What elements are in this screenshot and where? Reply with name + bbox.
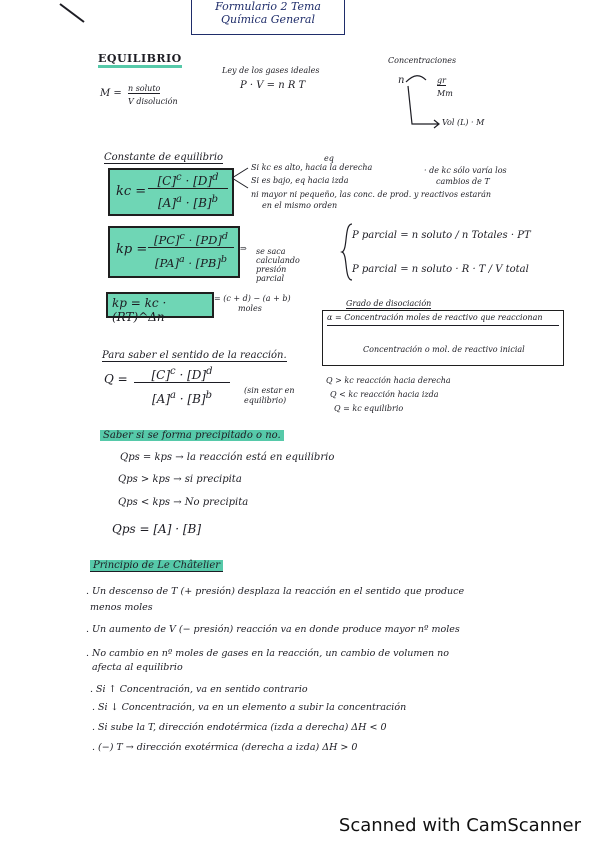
title-box [191, 0, 345, 35]
molarity-label: M = [100, 88, 122, 99]
delta-n-unit: moles [238, 304, 262, 313]
precipitado-line-2: Qps > kps → si precipita [118, 474, 242, 485]
kc-note-right-2: cambios de T [436, 177, 490, 186]
conc-gr: gr [437, 76, 446, 85]
cociente-label: Para saber el sentido de la reacción. [102, 350, 287, 361]
kc-note-right: · de kc sólo varía los [424, 166, 507, 175]
conc-n: n [398, 75, 405, 86]
kc-note-3: ni mayor ni pequeño, las conc. de prod. y reactivos estarán [251, 190, 492, 199]
chatelier-bullet-3b: afecta al equilibrio [92, 662, 183, 673]
chatelier-heading: Principio de Le Châtelier [90, 560, 223, 571]
chatelier-bullet-5: . Si ↓ Concentración, va en un elemento a subir la concentración [92, 702, 407, 713]
q-denominator: $[A]^a \cdot [B]^b$ [151, 390, 213, 406]
kp-arrow: ⇒ [240, 244, 247, 253]
q-numerator: $[C]^c \cdot [D]^d$ [134, 366, 230, 383]
chatelier-bullet-4: . Si ↑ Concentración, va en sentido contrario [90, 684, 308, 695]
alpha-numerator: α = Concentración moles de reactivo que reaccionan [327, 313, 559, 326]
precipitado-line-1: Qps = kps → la reacción está en equilibrio [120, 452, 335, 463]
kc-note-1: Si kc es alto, hacia la derecha [251, 163, 373, 172]
disociacion-box [322, 310, 564, 366]
title-line-2: Química General [220, 13, 315, 26]
gas-law-formula: P · V = n R T [240, 80, 306, 91]
conc-vol: Vol (L) · M [442, 118, 485, 127]
chatelier-bullet-6: . Si sube la T, dirección endotérmica (izda a derecha) ΔH < 0 [92, 722, 387, 733]
chatelier-bullet-1: . Un descenso de T (+ presión) desplaza la reacción en el sentido que produce [86, 586, 465, 597]
equilibrio-heading: EQUILIBRIO [98, 52, 182, 65]
pparcial-2: P parcial = n soluto · R · T / V total [352, 264, 529, 275]
q-label: Q = [104, 372, 128, 386]
chatelier-bullet-7: . (−) T → dirección exotérmica (derecha a izda) ΔH > 0 [92, 742, 358, 753]
conc-mm: Mm [437, 89, 453, 98]
q-rule-3: Q = kc equilibrio [334, 404, 404, 413]
precipitado-line-4: Qps = [A] · [B] [112, 522, 202, 536]
precipitado-label: Saber si se forma precipitado o no. [100, 430, 284, 441]
gas-law-label: Ley de los gases ideales [222, 66, 320, 75]
kc-note-2: Si es bajo, eq hacia izda [251, 176, 349, 185]
molarity-numerator: n soluto [128, 84, 161, 93]
delta-n-formula: = (c + d) − (a + b) [214, 294, 291, 303]
q-note: (sin estar en equilibrio) [244, 386, 295, 405]
kc-arrows [230, 164, 252, 194]
title-line-1: Formulario 2 Tema [215, 0, 321, 13]
pen-stroke-mark [58, 2, 88, 24]
precipitado-line-3: Qps < kps → No precipita [118, 497, 249, 508]
constante-label: Constante de equilibrio [104, 152, 224, 163]
molarity-denominator: V disolución [128, 97, 178, 106]
chatelier-bullet-1b: menos moles [90, 602, 153, 613]
kp-kc-box [106, 292, 214, 324]
kp-kc-formula: kp = kc · (RT)^Δn [112, 296, 167, 324]
disociacion-label: Grado de disociación [346, 299, 432, 308]
q-rule-2: Q < kc reacción hacia izda [330, 390, 439, 399]
kc-note-1-extra: eq [324, 154, 334, 163]
kp-note: se saca calculando presión parcial [256, 247, 300, 283]
kc-note-4: en el mismo orden [262, 201, 338, 210]
pparcial-1: P parcial = n soluto / n Totales · PT [352, 230, 531, 241]
concentrations-label: Concentraciones [388, 56, 457, 65]
kp-box: kp = [PC]$^c$ · [PD]$^d$ [PA]$^a$ · [PB]$^b$ [108, 226, 240, 278]
alpha-denominator: Concentración o mol. de reactivo inicial [363, 345, 525, 354]
kc-box: kc = $[C]^c \cdot [D]^d$ $[A]^a \cdot [B]^b$ [108, 168, 234, 216]
q-rule-1: Q > kc reacción hacia derecha [326, 376, 451, 385]
chatelier-bullet-2: . Un aumento de V (− presión) reacción va en donde produce mayor nº moles [86, 624, 460, 635]
camscanner-watermark: Scanned with CamScanner [338, 815, 581, 836]
chatelier-bullet-3: . No cambio en nº moles de gases en la reacción, un cambio de volumen no [86, 648, 449, 659]
